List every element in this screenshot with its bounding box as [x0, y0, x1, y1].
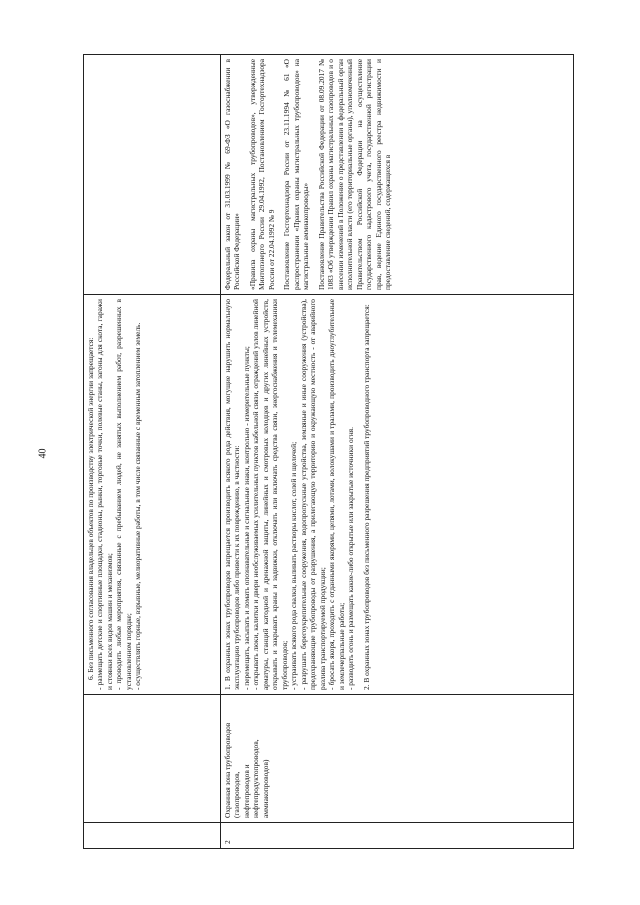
table-row [221, 55, 574, 849]
zone-name-line: аммиакопроводов) [260, 759, 270, 818]
legal-reference: Постановление Правительства Российской Федерации от 08.09.2017 № 1083 «Об утверждении Правил охраны магистральных газопроводов и о внесении изменений в Положение о представлении в федеральный орган исполнительной власти (его территориальные органы), уполномоченный Правительством Российской Федерации на осуществление государственного кадастрового учета, государственной регистрации прав, ведение Единого государственного реестра недвижимости и предоставление сведений, содержащихся в [316, 59, 393, 290]
table-row [84, 55, 221, 849]
restriction-paragraph: 2. В охранных зонах трубопроводов без письменного разрешения предприятий трубопроводного транспорта запрещается: [361, 304, 371, 690]
restrictions-cell [84, 295, 221, 695]
zone-name-line: (газопроводов, [232, 771, 242, 818]
restriction-paragraph: 1. В охранных зонах трубопроводов запрещается производить всякого рода действия, могущие нарушить нормальную эксплуатацию трубопроводов либо привести к их повреждению, в частности: [223, 299, 242, 690]
restriction-paragraph: - перемещать, засыпать и ломать опознавательные и сигнальные знаки, контрольно - измерительные пункты; [241, 346, 251, 690]
restriction-paragraph: 6. Без письменного согласования владельцев объектов по производству электрической энергии запрещается: [86, 337, 95, 680]
page-number: 40 [37, 448, 49, 459]
legal-basis-cell [84, 55, 221, 295]
zone-name-cell [84, 695, 221, 823]
row-number-cell: 2 [221, 823, 574, 849]
restriction-paragraph: - открывать люки, калитки и двери необслуживаемых усилительных пунктов кабельной связи, ограждений узлов линейной арматуры, станций катодной и дренажной защиты, линейных и смотровых колодцев и других линейных устройств, открывать и закрывать краны и задвижки, отключать или включать средства связи, энергоснабжения и телемеханики трубопроводов; [251, 299, 289, 690]
zone-name-line: нефтепродуктопроводов, [251, 739, 261, 818]
restriction-paragraph: - бросать якоря, проходить с отданными якорями, цепями, лотами, волокушами и тралами, производить дноуглубительные и землечерпальные работы; [327, 299, 346, 690]
restriction-paragraph: - размещать детские и спортивные площадки, стадионы, рынки, торговые точки, полевые станы, загоны для скота, гаражи и стоянки всех видов машин и механизмов; [95, 299, 114, 690]
legal-reference: «Правила охраны магистральных трубопроводов», утвержденные Минтопэнерго России 29.04.1992, Постановлением Госгортехнадзора России от 22.04.1992 № 9 [247, 59, 276, 290]
restrictions-table [83, 54, 574, 849]
restriction-paragraph: - разводить огонь и размещать какие-либо открытые или закрытые источники огня. [346, 427, 356, 690]
restriction-paragraph: - разрушать берегоукрепительные сооружения, водопропускные устройства, земляные и иные сооружения (устройства), предохраняющие трубопроводы от разрушения, а прилегающую территорию и окружающую местность - от аварийного разлива транспортируемой продукции; [298, 299, 327, 690]
legal-reference: Постановление Госгортехнадзора России от 23.11.1994 № 61 «О распространении «Правил охраны магистральных трубопроводов» на магистральные аммиакопроводы» [282, 59, 311, 290]
zone-name-line: нефтепроводов и [241, 764, 251, 818]
restriction-paragraph: - устраивать всякого рода свалки, выливать растворы кислот, солей и щелочей; [289, 441, 299, 690]
restriction-paragraph: - проводить любые мероприятия, связанные с пребыванием людей, не занятых выполнением работ, разрешенных в установленном порядке; [114, 299, 133, 690]
zone-name-cell [221, 695, 574, 823]
restrictions-cell [221, 295, 574, 695]
zone-name-line: Охранная зона трубопроводов [223, 722, 232, 818]
restriction-paragraph: - осуществлять горные, взрывные, мелиоративные работы, в том числе связанные с временным затоплением земель. [133, 322, 143, 690]
legal-reference: Федеральный закон от 31.03.1999 № 69-ФЗ «О газоснабжении в Российской Федерации» [223, 59, 242, 290]
legal-basis-cell [221, 55, 574, 295]
rotated-page-content [83, 55, 573, 849]
row-number-cell [84, 823, 221, 849]
